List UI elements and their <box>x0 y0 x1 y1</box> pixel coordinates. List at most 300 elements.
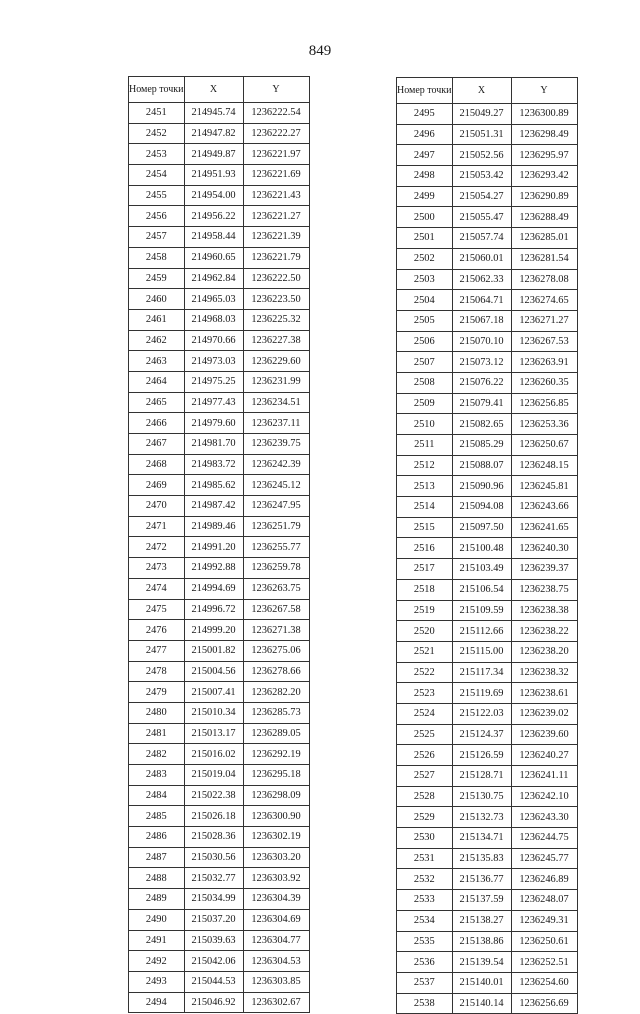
cell-y: 1236304.77 <box>243 930 309 951</box>
cell-point-number: 2537 <box>397 972 453 993</box>
cell-x: 215100.48 <box>452 538 511 559</box>
cell-point-number: 2480 <box>129 702 185 723</box>
table-row <box>129 682 310 703</box>
cell-point-number: 2493 <box>129 971 185 992</box>
cell-point-number: 2472 <box>129 537 185 558</box>
cell-point-number: 2527 <box>397 766 453 787</box>
table-row <box>129 806 310 827</box>
cell-y: 1236248.15 <box>511 455 577 476</box>
table-row <box>397 186 578 207</box>
table-row <box>397 352 578 373</box>
cell-point-number: 2533 <box>397 890 453 911</box>
cell-point-number: 2471 <box>129 516 185 537</box>
cell-y: 1236247.95 <box>243 496 309 517</box>
cell-x: 214992.88 <box>184 558 243 579</box>
table-row <box>129 144 310 165</box>
cell-y: 1236231.99 <box>243 371 309 392</box>
cell-point-number: 2463 <box>129 351 185 372</box>
cell-y: 1236302.19 <box>243 827 309 848</box>
table-row <box>397 228 578 249</box>
cell-y: 1236238.32 <box>511 662 577 683</box>
cell-point-number: 2476 <box>129 620 185 641</box>
cell-y: 1236239.60 <box>511 724 577 745</box>
table-row <box>397 538 578 559</box>
table-row <box>397 910 578 931</box>
cell-x: 215064.71 <box>452 290 511 311</box>
cell-point-number: 2516 <box>397 538 453 559</box>
table-row <box>129 123 310 144</box>
cell-y: 1236259.78 <box>243 558 309 579</box>
cell-point-number: 2477 <box>129 640 185 661</box>
cell-point-number: 2538 <box>397 993 453 1014</box>
table-row <box>129 785 310 806</box>
page-number: 849 <box>308 43 332 59</box>
table-row <box>129 165 310 186</box>
cell-y: 1236221.97 <box>243 144 309 165</box>
cell-x: 215039.63 <box>184 930 243 951</box>
cell-point-number: 2475 <box>129 599 185 620</box>
table-row <box>397 848 578 869</box>
table-row <box>397 124 578 145</box>
cell-y: 1236221.39 <box>243 227 309 248</box>
table-row <box>129 930 310 951</box>
cell-y: 1236243.30 <box>511 807 577 828</box>
cell-point-number: 2522 <box>397 662 453 683</box>
cell-x: 215076.22 <box>452 372 511 393</box>
cell-y: 1236255.77 <box>243 537 309 558</box>
cell-y: 1236229.60 <box>243 351 309 372</box>
cell-y: 1236253.36 <box>511 414 577 435</box>
cell-x: 215049.27 <box>452 104 511 125</box>
cell-y: 1236300.89 <box>511 104 577 125</box>
table-row <box>397 414 578 435</box>
cell-point-number: 2485 <box>129 806 185 827</box>
cell-y: 1236292.19 <box>243 744 309 765</box>
cell-x: 215054.27 <box>452 186 511 207</box>
table-row <box>129 330 310 351</box>
cell-y: 1236304.53 <box>243 951 309 972</box>
cell-x: 215073.12 <box>452 352 511 373</box>
cell-y: 1236300.90 <box>243 806 309 827</box>
table-row <box>397 435 578 456</box>
cell-x: 215128.71 <box>452 766 511 787</box>
cell-x: 215109.59 <box>452 600 511 621</box>
cell-point-number: 2526 <box>397 745 453 766</box>
cell-point-number: 2502 <box>397 248 453 269</box>
table-row <box>397 807 578 828</box>
cell-y: 1236248.07 <box>511 890 577 911</box>
cell-x: 214949.87 <box>184 144 243 165</box>
cell-x: 214977.43 <box>184 392 243 413</box>
cell-y: 1236252.51 <box>511 952 577 973</box>
cell-y: 1236298.09 <box>243 785 309 806</box>
cell-x: 214960.65 <box>184 247 243 268</box>
table-row <box>397 207 578 228</box>
cell-x: 215112.66 <box>452 621 511 642</box>
cell-y: 1236221.79 <box>243 247 309 268</box>
cell-point-number: 2497 <box>397 145 453 166</box>
table-row <box>397 786 578 807</box>
cell-x: 215097.50 <box>452 517 511 538</box>
cell-x: 215106.54 <box>452 579 511 600</box>
cell-y: 1236288.49 <box>511 207 577 228</box>
cell-y: 1236239.37 <box>511 559 577 580</box>
cell-point-number: 2455 <box>129 185 185 206</box>
cell-y: 1236263.75 <box>243 578 309 599</box>
cell-y: 1236302.67 <box>243 992 309 1013</box>
cell-point-number: 2459 <box>129 268 185 289</box>
cell-y: 1236295.97 <box>511 145 577 166</box>
cell-x: 215140.01 <box>452 972 511 993</box>
cell-y: 1236237.11 <box>243 413 309 434</box>
cell-point-number: 2498 <box>397 166 453 187</box>
cell-x: 215122.03 <box>452 703 511 724</box>
cell-x: 214947.82 <box>184 123 243 144</box>
cell-y: 1236222.27 <box>243 123 309 144</box>
table-row <box>129 103 310 124</box>
cell-x: 215019.04 <box>184 765 243 786</box>
table-row <box>129 909 310 930</box>
cell-y: 1236240.27 <box>511 745 577 766</box>
cell-x: 214958.44 <box>184 227 243 248</box>
cell-x: 215079.41 <box>452 393 511 414</box>
table-row <box>129 227 310 248</box>
table-row <box>129 558 310 579</box>
cell-x: 215085.29 <box>452 435 511 456</box>
table-row <box>397 579 578 600</box>
cell-point-number: 2458 <box>129 247 185 268</box>
cell-point-number: 2451 <box>129 103 185 124</box>
table-row <box>129 206 310 227</box>
cell-y: 1236289.05 <box>243 723 309 744</box>
cell-point-number: 2466 <box>129 413 185 434</box>
cell-point-number: 2456 <box>129 206 185 227</box>
cell-point-number: 2468 <box>129 454 185 475</box>
table-row <box>397 641 578 662</box>
cell-point-number: 2467 <box>129 434 185 455</box>
cell-x: 214954.00 <box>184 185 243 206</box>
cell-x: 215070.10 <box>452 331 511 352</box>
cell-x: 214962.84 <box>184 268 243 289</box>
cell-point-number: 2519 <box>397 600 453 621</box>
cell-x: 215130.75 <box>452 786 511 807</box>
cell-x: 215088.07 <box>452 455 511 476</box>
table-row <box>129 289 310 310</box>
cell-point-number: 2499 <box>397 186 453 207</box>
cell-y: 1236241.11 <box>511 766 577 787</box>
cell-x: 215062.33 <box>452 269 511 290</box>
table-row <box>397 248 578 269</box>
cell-y: 1236243.66 <box>511 497 577 518</box>
cell-x: 215053.42 <box>452 166 511 187</box>
table-row <box>129 765 310 786</box>
cell-point-number: 2515 <box>397 517 453 538</box>
cell-x: 215032.77 <box>184 868 243 889</box>
header-x: X <box>452 78 511 104</box>
table-row <box>397 683 578 704</box>
cell-x: 214981.70 <box>184 434 243 455</box>
table-row <box>397 662 578 683</box>
cell-point-number: 2452 <box>129 123 185 144</box>
cell-point-number: 2495 <box>397 104 453 125</box>
table-row <box>129 599 310 620</box>
table-row <box>397 600 578 621</box>
cell-point-number: 2520 <box>397 621 453 642</box>
table-row <box>129 868 310 889</box>
cell-x: 215042.06 <box>184 951 243 972</box>
cell-point-number: 2481 <box>129 723 185 744</box>
cell-y: 1236250.67 <box>511 435 577 456</box>
cell-x: 215139.54 <box>452 952 511 973</box>
cell-point-number: 2479 <box>129 682 185 703</box>
table-header-row <box>397 78 578 104</box>
cell-point-number: 2484 <box>129 785 185 806</box>
cell-point-number: 2529 <box>397 807 453 828</box>
cell-point-number: 2505 <box>397 310 453 331</box>
cell-x: 215126.59 <box>452 745 511 766</box>
header-point-number: Номер точки <box>397 78 453 104</box>
table-row <box>397 476 578 497</box>
table-row <box>129 723 310 744</box>
cell-y: 1236303.92 <box>243 868 309 889</box>
cell-x: 215090.96 <box>452 476 511 497</box>
cell-x: 214987.42 <box>184 496 243 517</box>
cell-x: 215057.74 <box>452 228 511 249</box>
table-row <box>129 827 310 848</box>
table-row <box>129 475 310 496</box>
cell-point-number: 2490 <box>129 909 185 930</box>
cell-x: 214999.20 <box>184 620 243 641</box>
cell-point-number: 2488 <box>129 868 185 889</box>
cell-y: 1236271.27 <box>511 310 577 331</box>
table-row <box>129 413 310 434</box>
table-row <box>397 972 578 993</box>
table-row <box>397 497 578 518</box>
cell-x: 214956.22 <box>184 206 243 227</box>
cell-y: 1236282.20 <box>243 682 309 703</box>
table-row <box>129 620 310 641</box>
cell-point-number: 2473 <box>129 558 185 579</box>
table-row <box>397 455 578 476</box>
cell-x: 214951.93 <box>184 165 243 186</box>
cell-point-number: 2530 <box>397 828 453 849</box>
cell-x: 214996.72 <box>184 599 243 620</box>
table-row <box>129 268 310 289</box>
cell-point-number: 2532 <box>397 869 453 890</box>
table-row <box>129 537 310 558</box>
table-row <box>129 889 310 910</box>
cell-x: 215094.08 <box>452 497 511 518</box>
cell-y: 1236285.01 <box>511 228 577 249</box>
cell-point-number: 2465 <box>129 392 185 413</box>
cell-y: 1236295.18 <box>243 765 309 786</box>
table-row <box>397 393 578 414</box>
table-row <box>129 992 310 1013</box>
table-row <box>397 703 578 724</box>
cell-x: 215060.01 <box>452 248 511 269</box>
cell-x: 215022.38 <box>184 785 243 806</box>
table-row <box>129 371 310 392</box>
cell-y: 1236238.38 <box>511 600 577 621</box>
cell-y: 1236238.61 <box>511 683 577 704</box>
table-row <box>129 744 310 765</box>
table-row <box>397 331 578 352</box>
cell-point-number: 2521 <box>397 641 453 662</box>
cell-y: 1236242.10 <box>511 786 577 807</box>
cell-point-number: 2501 <box>397 228 453 249</box>
header-y: Y <box>243 77 309 103</box>
cell-point-number: 2496 <box>397 124 453 145</box>
cell-y: 1236275.06 <box>243 640 309 661</box>
cell-x: 215138.27 <box>452 910 511 931</box>
cell-y: 1236238.20 <box>511 641 577 662</box>
table-row <box>129 351 310 372</box>
cell-x: 214975.25 <box>184 371 243 392</box>
cell-x: 215044.53 <box>184 971 243 992</box>
cell-y: 1236225.32 <box>243 309 309 330</box>
cell-x: 215067.18 <box>452 310 511 331</box>
table-row <box>397 766 578 787</box>
cell-y: 1236304.39 <box>243 889 309 910</box>
cell-y: 1236221.69 <box>243 165 309 186</box>
cell-point-number: 2504 <box>397 290 453 311</box>
cell-y: 1236239.02 <box>511 703 577 724</box>
cell-point-number: 2474 <box>129 578 185 599</box>
cell-y: 1236222.54 <box>243 103 309 124</box>
cell-x: 215001.82 <box>184 640 243 661</box>
cell-point-number: 2482 <box>129 744 185 765</box>
cell-x: 214994.69 <box>184 578 243 599</box>
cell-y: 1236250.61 <box>511 931 577 952</box>
cell-y: 1236256.85 <box>511 393 577 414</box>
cell-point-number: 2507 <box>397 352 453 373</box>
cell-y: 1236285.73 <box>243 702 309 723</box>
cell-point-number: 2494 <box>129 992 185 1013</box>
cell-x: 215103.49 <box>452 559 511 580</box>
table-row <box>129 496 310 517</box>
cell-point-number: 2535 <box>397 931 453 952</box>
cell-point-number: 2478 <box>129 661 185 682</box>
cell-x: 214970.66 <box>184 330 243 351</box>
cell-point-number: 2500 <box>397 207 453 228</box>
table-row <box>397 290 578 311</box>
table-row <box>129 309 310 330</box>
table-row <box>129 247 310 268</box>
cell-x: 215115.00 <box>452 641 511 662</box>
cell-y: 1236274.65 <box>511 290 577 311</box>
cell-x: 215117.34 <box>452 662 511 683</box>
cell-y: 1236239.75 <box>243 434 309 455</box>
table-row <box>397 517 578 538</box>
table-row <box>397 621 578 642</box>
cell-point-number: 2486 <box>129 827 185 848</box>
cell-point-number: 2461 <box>129 309 185 330</box>
table-row <box>397 104 578 125</box>
coordinates-table-right <box>396 77 578 1014</box>
cell-point-number: 2453 <box>129 144 185 165</box>
cell-x: 215007.41 <box>184 682 243 703</box>
cell-point-number: 2491 <box>129 930 185 951</box>
cell-y: 1236238.75 <box>511 579 577 600</box>
cell-point-number: 2506 <box>397 331 453 352</box>
cell-y: 1236303.20 <box>243 847 309 868</box>
cell-y: 1236241.65 <box>511 517 577 538</box>
cell-point-number: 2518 <box>397 579 453 600</box>
table-row <box>397 269 578 290</box>
cell-x: 215028.36 <box>184 827 243 848</box>
cell-y: 1236221.43 <box>243 185 309 206</box>
table-row <box>397 931 578 952</box>
cell-x: 215082.65 <box>452 414 511 435</box>
cell-x: 215004.56 <box>184 661 243 682</box>
table-row <box>129 185 310 206</box>
table-row <box>397 869 578 890</box>
cell-y: 1236240.30 <box>511 538 577 559</box>
cell-y: 1236303.85 <box>243 971 309 992</box>
header-x: X <box>184 77 243 103</box>
table-row <box>397 890 578 911</box>
cell-point-number: 2512 <box>397 455 453 476</box>
cell-x: 215132.73 <box>452 807 511 828</box>
cell-point-number: 2508 <box>397 372 453 393</box>
cell-point-number: 2489 <box>129 889 185 910</box>
cell-point-number: 2470 <box>129 496 185 517</box>
cell-y: 1236290.89 <box>511 186 577 207</box>
coordinates-table-left <box>128 76 310 1013</box>
cell-x: 215124.37 <box>452 724 511 745</box>
cell-y: 1236260.35 <box>511 372 577 393</box>
cell-x: 214985.62 <box>184 475 243 496</box>
table-row <box>397 745 578 766</box>
cell-y: 1236304.69 <box>243 909 309 930</box>
cell-point-number: 2536 <box>397 952 453 973</box>
cell-point-number: 2534 <box>397 910 453 931</box>
cell-x: 215051.31 <box>452 124 511 145</box>
table-row <box>129 578 310 599</box>
cell-y: 1236267.58 <box>243 599 309 620</box>
cell-y: 1236271.38 <box>243 620 309 641</box>
cell-point-number: 2460 <box>129 289 185 310</box>
cell-y: 1236298.49 <box>511 124 577 145</box>
cell-x: 214979.60 <box>184 413 243 434</box>
cell-y: 1236263.91 <box>511 352 577 373</box>
cell-y: 1236249.31 <box>511 910 577 931</box>
cell-y: 1236245.12 <box>243 475 309 496</box>
table-row <box>129 847 310 868</box>
cell-point-number: 2509 <box>397 393 453 414</box>
cell-point-number: 2487 <box>129 847 185 868</box>
cell-point-number: 2514 <box>397 497 453 518</box>
cell-y: 1236293.42 <box>511 166 577 187</box>
table-header-row <box>129 77 310 103</box>
cell-point-number: 2525 <box>397 724 453 745</box>
cell-y: 1236242.39 <box>243 454 309 475</box>
cell-y: 1236246.89 <box>511 869 577 890</box>
cell-y: 1236256.69 <box>511 993 577 1014</box>
cell-x: 214991.20 <box>184 537 243 558</box>
cell-point-number: 2531 <box>397 848 453 869</box>
cell-point-number: 2462 <box>129 330 185 351</box>
cell-point-number: 2510 <box>397 414 453 435</box>
cell-y: 1236278.08 <box>511 269 577 290</box>
cell-x: 214983.72 <box>184 454 243 475</box>
table-row <box>397 828 578 849</box>
cell-y: 1236245.77 <box>511 848 577 869</box>
cell-point-number: 2457 <box>129 227 185 248</box>
cell-point-number: 2503 <box>397 269 453 290</box>
cell-point-number: 2524 <box>397 703 453 724</box>
table-row <box>397 166 578 187</box>
